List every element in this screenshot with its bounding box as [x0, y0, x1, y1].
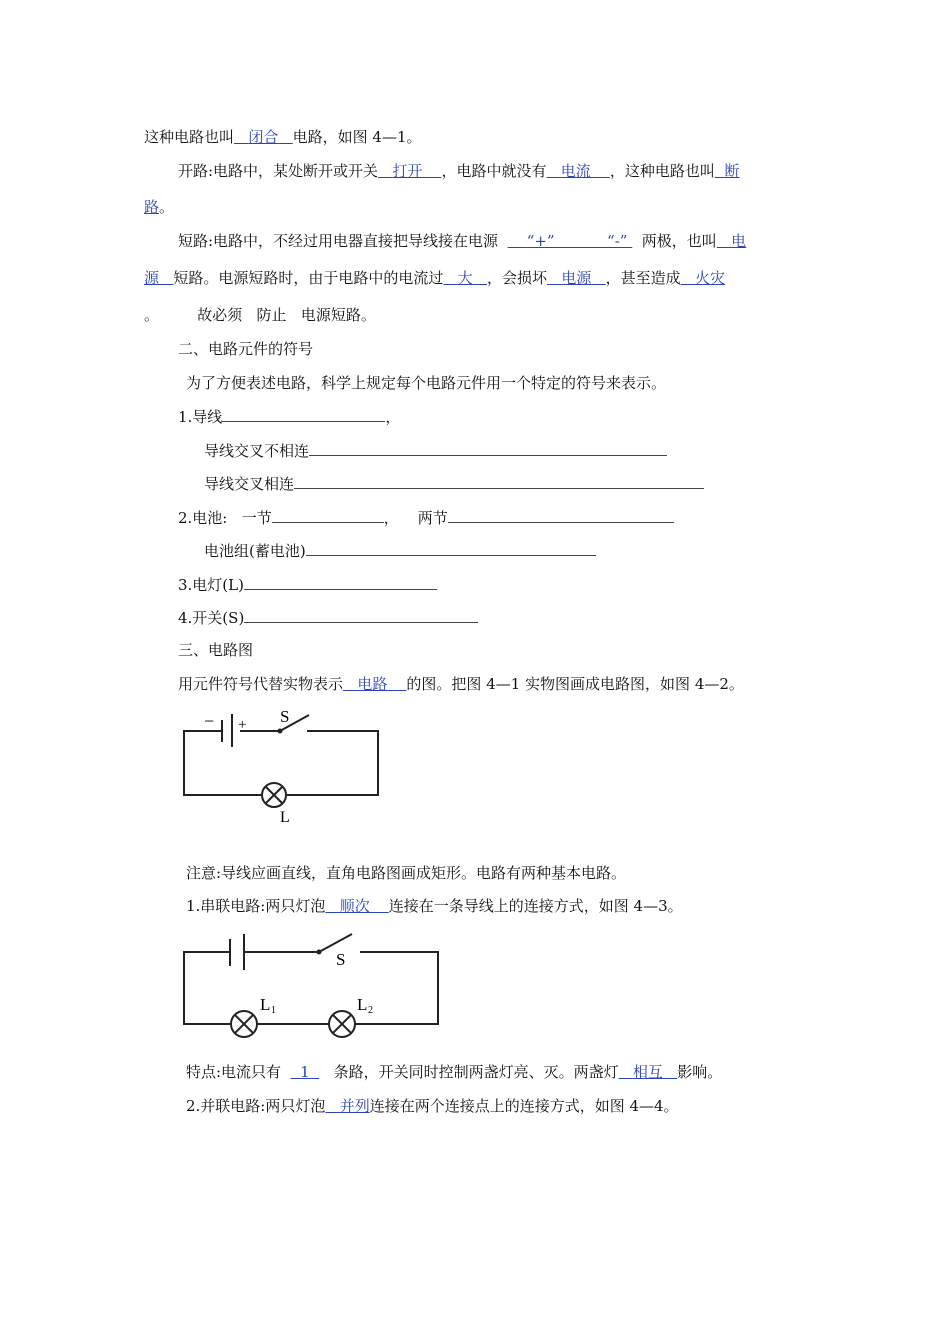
text: 1.导线 [178, 408, 223, 426]
text: 两极，也叫 [641, 232, 717, 250]
text: 防止 [256, 306, 287, 324]
answer-mutual: 相互 [632, 1063, 663, 1081]
text: 4.开关(S) [178, 609, 245, 627]
text: ，电路中就没有 [441, 162, 547, 180]
answer-one: 1 [300, 1063, 310, 1081]
section-title-2: 二、电路元件的符号 [178, 340, 314, 358]
blank [294, 473, 704, 489]
text-line-5 [144, 268, 725, 288]
text-line-1 [144, 127, 422, 147]
item-lamp [178, 574, 437, 595]
text-line-2 [178, 161, 739, 181]
text: 连接在一条导线上的连接方式，如图 4—3。 [388, 897, 683, 915]
text: 故必须 [197, 306, 243, 324]
text: 这种电路也叫 [144, 128, 235, 146]
item-battery [178, 507, 674, 528]
text: 特点:电流只有 [186, 1063, 282, 1081]
text: 短路:电路中，不经过用电器直接把导线接在电源 [178, 232, 499, 250]
text: 导线交叉相连 [204, 475, 295, 493]
feature-line [186, 1062, 722, 1082]
lamp2-label: L [357, 995, 368, 1014]
circuit-figure-4-2 [176, 703, 388, 828]
text: 。 [159, 198, 175, 216]
text: 。 [144, 306, 160, 324]
text: 3.电灯(L) [178, 576, 244, 594]
parallel-circuit-line [186, 1096, 679, 1116]
answer-power-2: 源 [144, 269, 160, 287]
item-wire-cross [204, 440, 667, 461]
text: 连接在两个连接点上的连接方式，如图 4—4。 [369, 1097, 679, 1115]
switch-label: S [280, 707, 290, 726]
text-line-3 [144, 197, 174, 217]
answer-broken-1: 断 [724, 162, 740, 180]
answer-big: 大 [457, 269, 473, 287]
text: 短路。电源短路时，由于电路中的电流过 [173, 269, 444, 287]
answer-current: 电流 [560, 162, 591, 180]
blank [272, 507, 384, 523]
text: 2.电池: [178, 509, 228, 527]
text: ，这种电路也叫 [609, 162, 715, 180]
blank [448, 507, 674, 523]
answer-closed: 闭合 [248, 128, 279, 146]
plus-sign: + [238, 717, 247, 733]
circuit-figure-4-3 [176, 926, 448, 1038]
text-line-4 [178, 231, 746, 251]
text-circuit-diagram [178, 674, 744, 694]
note-line: 注意:导线应画直线，直角电路图画成矩形。电路有两种基本电路。 [186, 864, 627, 882]
series-circuit-line [186, 896, 683, 916]
text: 影响。 [677, 1063, 723, 1081]
text: 一节 [241, 509, 272, 527]
text: ， [383, 509, 399, 527]
blank [244, 574, 437, 590]
text: 1.串联电路:两只灯泡 [186, 897, 326, 915]
blank [244, 607, 478, 623]
lamp-label: L [280, 809, 290, 826]
item-wire-joined [204, 473, 704, 494]
text-line-6 [144, 305, 376, 325]
blank [222, 406, 385, 422]
lamp2-subscript: 2 [368, 1005, 373, 1016]
answer-in-order: 顺次 [339, 897, 370, 915]
text: 导线交叉不相连 [204, 442, 310, 460]
text: 用元件符号代替实物表示 [178, 675, 344, 693]
section-intro: 为了方便表述电路，科学上规定每个电路元件用一个特定的符号来表示。 [186, 374, 667, 392]
text: 2.并联电路:两只灯泡 [186, 1097, 326, 1115]
answer-open: 打开 [392, 162, 423, 180]
answer-plus: “+” “-” [526, 232, 628, 250]
item-switch [178, 607, 478, 628]
blank [306, 540, 596, 556]
section-title-3: 三、电路图 [178, 641, 254, 659]
lamp1-label: L [260, 995, 271, 1014]
item-wire [178, 406, 400, 427]
minus-sign: − [204, 711, 215, 731]
text: 两节 [417, 509, 448, 527]
switch-label: S [336, 950, 346, 969]
answer-power-1: 电 [731, 232, 747, 250]
item-battery-pack [204, 540, 596, 561]
blank [309, 440, 667, 456]
answer-circuit: 电路 [357, 675, 388, 693]
text: 电路，如图 4—1。 [292, 128, 422, 146]
answer-source: 电源 [561, 269, 592, 287]
text: ， [385, 408, 401, 426]
text: ，会损坏 [486, 269, 547, 287]
text: 电池组(蓄电池) [204, 542, 306, 560]
text: ，甚至造成 [605, 269, 681, 287]
text: 开路:电路中，某处断开或开关 [178, 162, 379, 180]
text: 条路，开关同时控制两盏灯亮、灭。两盏灯 [333, 1063, 619, 1081]
answer-fire: 火灾 [694, 269, 725, 287]
answer-parallel: 并列 [339, 1097, 370, 1115]
text: 的图。把图 4—1 实物图画成电路图，如图 4—2。 [406, 675, 744, 693]
text: 电源短路。 [300, 306, 376, 324]
lamp1-subscript: 1 [271, 1005, 276, 1016]
answer-broken-2: 路 [144, 198, 160, 216]
